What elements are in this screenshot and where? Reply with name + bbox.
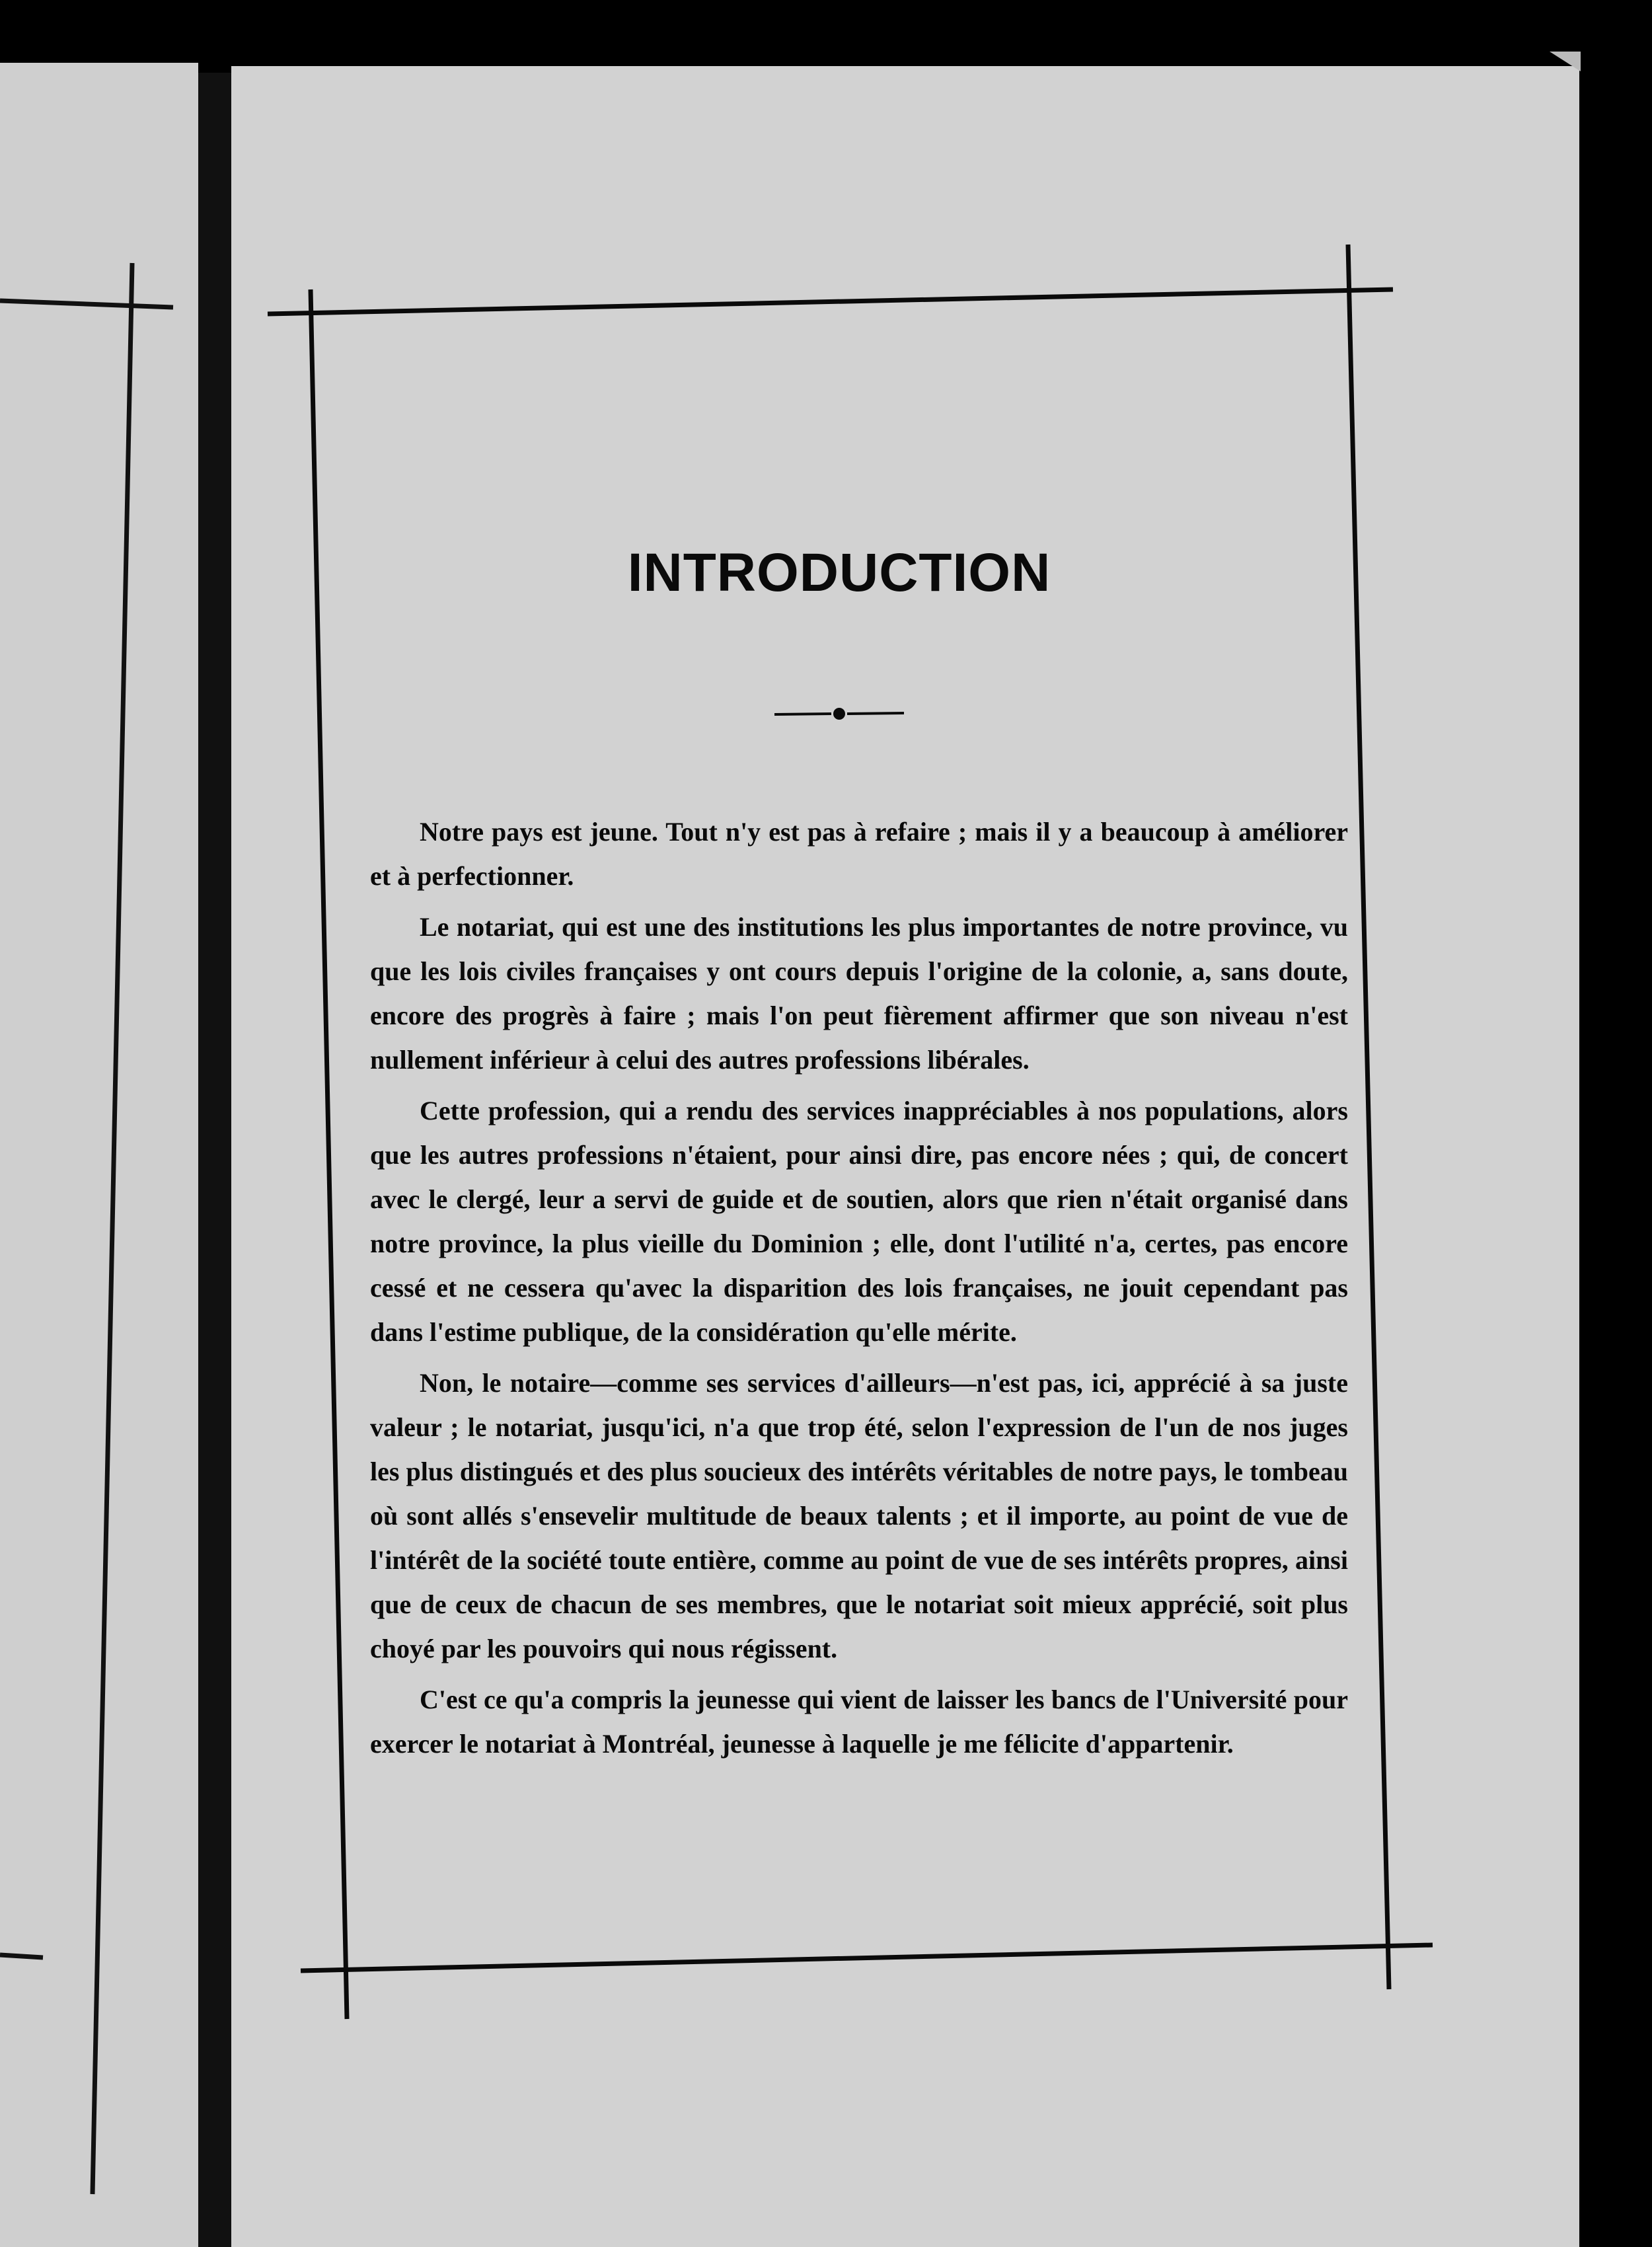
paragraph-4: Non, le notaire—comme ses services d'ailleurs—n'est pas, ici, apprécié à sa juste valeur ; le notariat, jusqu'ici, n'a que trop été, selon l'expression de l'un de nos juges les plus distingués et des plus soucieux des intérêts véritables de notre pays, le tombeau où sont allés s'ensevelir multitude de beaux talents ; et il importe, au point de vue de l'intérêt de la société toute entière, comme au point de vue de ses intérêts propres, ainsi que de ceux de chacun de ses membres, que le notariat soit mieux apprécié, soit plus choyé par les pouvoirs qui nous régissent. [370,1368,1348,1663]
page-corner-fold [1550,52,1581,71]
frame-top-rule [268,289,1393,314]
page-title: INTRODUCTION [627,543,1051,603]
left-page-bottom-rule [0,1955,43,1958]
rule-dot-ornament-icon [773,697,905,730]
ornament-dot [833,708,845,720]
ornament-right-rule [847,713,904,714]
frame-bottom-rule [301,1945,1433,1971]
frame-right-rule [1348,245,1389,1989]
frame-left-rule [311,289,347,2019]
paragraph-5: C'est ce qu'a compris la jeunesse qui vient de laisser les bancs de l'Université pour exercer le notariat à Montréal, jeunesse à laquelle je me félicite d'appartenir. [370,1685,1348,1759]
paragraph-3: Cette profession, qui a rendu des services inappréciables à nos populations, alors que les autres professions n'étaient, pour ainsi dire, pas encore nées ; qui, de concert avec le clergé, leur a servi de guide et de soutien, alors que rien n'était organisé dans notre province, la plus vieille du Dominion ; elle, dont l'utilité n'a, certes, pas encore cessé et ne cessera qu'avec la disparition des lois françaises, ne jouit cependant pas dans l'estime publique, de la considération qu'elle mérite. [370,1096,1348,1347]
paragraph-2: Le notariat, qui est une des institutions les plus importantes de notre province, vu que les lois civiles françaises y ont cours depuis l'origine de la colonie, a, sans doute, encore des progrès à faire ; mais l'on peut fièrement affirmer que son niveau n'est nullement inférieur à celui des autres professions libérales. [370,912,1348,1075]
left-page-top-rule [0,301,173,307]
left-page-side-rule [93,263,132,2194]
introduction-text [370,810,1348,1772]
paragraph-1: Notre pays est jeune. Tout n'y est pas à refaire ; mais il y a beaucoup à améliorer et à perfectionner. [370,817,1348,891]
